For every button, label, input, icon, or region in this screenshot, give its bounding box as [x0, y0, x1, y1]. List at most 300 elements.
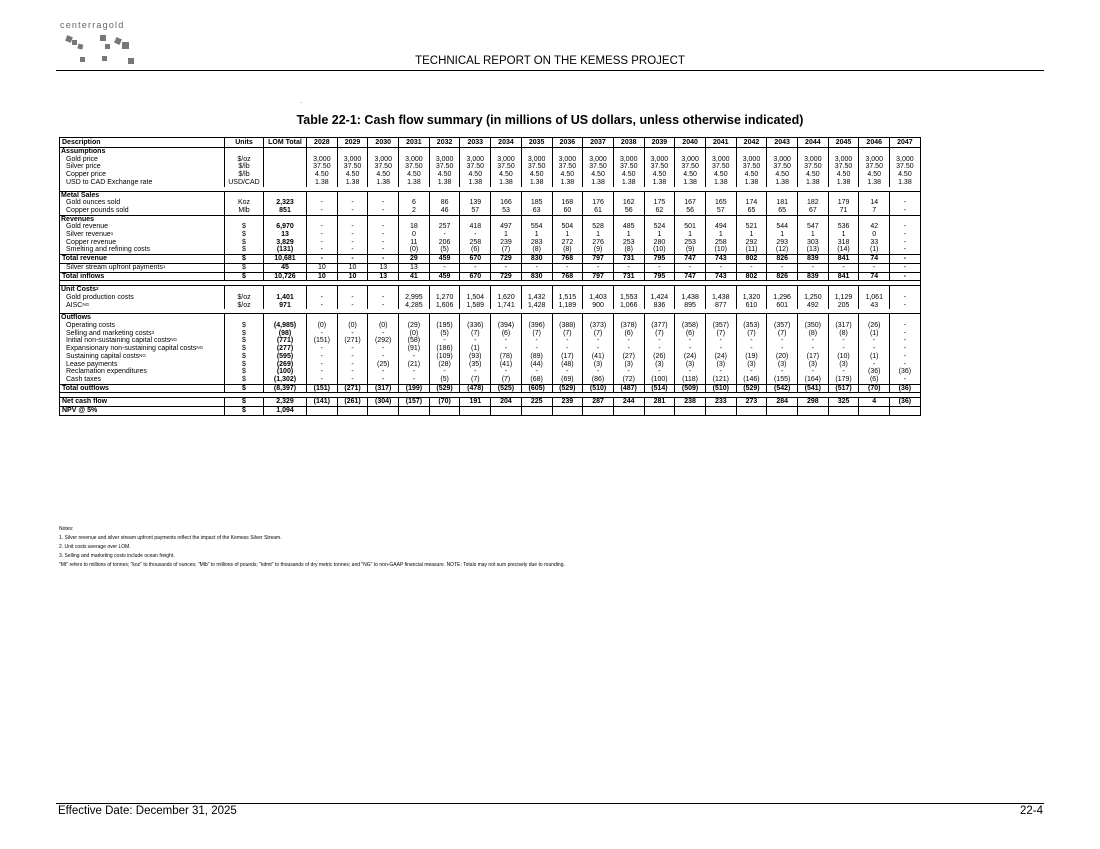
year-value-cell: 731 — [613, 255, 644, 264]
year-value-cell: (1) — [859, 330, 890, 338]
year-value-cell: (19) — [736, 353, 767, 361]
table-row — [60, 376, 921, 384]
year-value-cell: 670 — [460, 255, 491, 264]
row-units: USD/CAD — [225, 179, 264, 187]
year-value-cell: 3,000 — [613, 156, 644, 164]
section-header-row — [60, 148, 921, 156]
year-value-cell: - — [890, 223, 921, 231]
year-value-cell: (271) — [337, 384, 368, 393]
year-value-cell: (28) — [429, 361, 460, 369]
year-value-cell: (8) — [828, 330, 859, 338]
column-header: 2041 — [705, 138, 736, 148]
year-value-cell: - — [613, 345, 644, 353]
year-value-cell: - — [583, 345, 614, 353]
year-value-cell: 4.50 — [767, 171, 798, 179]
year-value-cell — [521, 407, 552, 416]
header-divider — [56, 70, 1044, 71]
lom-total-cell: 851 — [264, 207, 307, 215]
year-value-cell: 3,000 — [705, 156, 736, 164]
year-value-cell: (6) — [491, 330, 522, 338]
year-value-cell: (529) — [429, 384, 460, 393]
year-value-cell: 4.50 — [705, 171, 736, 179]
year-value-cell: 521 — [736, 223, 767, 231]
year-value-cell: 1,129 — [828, 294, 859, 302]
year-value-cell: - — [337, 353, 368, 361]
year-value-cell: - — [521, 368, 552, 376]
year-value-cell: - — [307, 223, 338, 231]
year-value-cell: - — [337, 368, 368, 376]
row-units: $ — [225, 239, 264, 247]
year-value-cell: 13 — [399, 263, 430, 272]
year-value-cell: 37.50 — [736, 163, 767, 171]
year-value-cell: 3,000 — [429, 156, 460, 164]
year-value-cell: 1,515 — [552, 294, 583, 302]
year-value-cell: - — [705, 263, 736, 272]
year-value-cell: - — [307, 199, 338, 207]
year-value-cell: 1,066 — [613, 302, 644, 310]
year-value-cell: - — [890, 294, 921, 302]
year-value-cell: 1.38 — [675, 179, 706, 187]
year-value-cell: 63 — [521, 207, 552, 215]
year-value-cell: (7) — [767, 330, 798, 338]
year-value-cell: - — [399, 376, 430, 384]
year-value-cell: 53 — [491, 207, 522, 215]
row-label: Smelting and refining costs — [60, 246, 225, 254]
year-value-cell — [798, 407, 829, 416]
year-value-cell: 37.50 — [583, 163, 614, 171]
year-value-cell: - — [890, 322, 921, 330]
year-value-cell: - — [736, 368, 767, 376]
year-value-cell: 1.38 — [521, 179, 552, 187]
column-header: 2033 — [460, 138, 491, 148]
year-value-cell: - — [337, 207, 368, 215]
year-value-cell: - — [368, 368, 399, 376]
year-value-cell: - — [767, 345, 798, 353]
row-label: Reclamation expenditures — [60, 368, 225, 376]
lom-total-cell: (98) — [264, 330, 307, 338]
year-value-cell: (44) — [521, 361, 552, 369]
year-value-cell: (510) — [705, 384, 736, 393]
column-header: 2044 — [798, 138, 829, 148]
year-value-cell: - — [307, 239, 338, 247]
column-header: Description — [60, 138, 225, 148]
total-row — [60, 407, 921, 416]
lom-total-cell: 6,970 — [264, 223, 307, 231]
year-value-cell: 1,061 — [859, 294, 890, 302]
year-value-cell: 4,285 — [399, 302, 430, 310]
year-value-cell: 670 — [460, 272, 491, 281]
year-value-cell: - — [368, 207, 399, 215]
year-value-cell: - — [337, 246, 368, 254]
year-value-cell: (100) — [644, 376, 675, 384]
year-value-cell — [675, 407, 706, 416]
year-value-cell: 37.50 — [613, 163, 644, 171]
lom-total-cell: (595) — [264, 353, 307, 361]
row-label: Revenues — [60, 215, 225, 223]
lom-total-cell: (131) — [264, 246, 307, 254]
lom-total-cell: 10,681 — [264, 255, 307, 264]
year-value-cell: 1,606 — [429, 302, 460, 310]
year-value-cell: - — [429, 231, 460, 239]
year-value-cell: (3) — [644, 361, 675, 369]
year-value-cell: (377) — [644, 322, 675, 330]
year-value-cell: - — [307, 330, 338, 338]
year-value-cell: (70) — [429, 398, 460, 407]
year-value-cell: 768 — [552, 255, 583, 264]
year-value-cell: 1.38 — [890, 179, 921, 187]
year-value-cell: 4.50 — [429, 171, 460, 179]
year-value-cell: 71 — [828, 207, 859, 215]
year-value-cell: (8) — [552, 246, 583, 254]
year-value-cell: 544 — [767, 223, 798, 231]
year-value-cell: (7) — [644, 330, 675, 338]
year-value-cell: - — [705, 345, 736, 353]
row-units: $ — [225, 376, 264, 384]
year-value-cell: 4.50 — [307, 171, 338, 179]
year-value-cell: 61 — [583, 207, 614, 215]
year-value-cell: (186) — [429, 345, 460, 353]
year-value-cell: - — [859, 361, 890, 369]
row-label: Assumptions — [60, 148, 225, 156]
total-row — [60, 384, 921, 393]
year-value-cell: 1 — [705, 231, 736, 239]
column-header: 2028 — [307, 138, 338, 148]
year-value-cell: (304) — [368, 398, 399, 407]
year-value-cell — [399, 407, 430, 416]
lom-total-cell: (277) — [264, 345, 307, 353]
year-value-cell: 1.38 — [368, 179, 399, 187]
year-value-cell: 1 — [583, 231, 614, 239]
year-value-cell: 37.50 — [491, 163, 522, 171]
year-value-cell: 3,000 — [368, 156, 399, 164]
column-header: 2030 — [368, 138, 399, 148]
year-value-cell: 182 — [798, 199, 829, 207]
year-value-cell: 501 — [675, 223, 706, 231]
year-value-cell: 826 — [767, 255, 798, 264]
year-value-cell: 204 — [491, 398, 522, 407]
year-value-cell: 4.50 — [675, 171, 706, 179]
year-value-cell: - — [368, 231, 399, 239]
year-value-cell: 418 — [460, 223, 491, 231]
year-value-cell: - — [460, 368, 491, 376]
year-value-cell: 3,000 — [583, 156, 614, 164]
year-value-cell: (605) — [521, 384, 552, 393]
year-value-cell: 37.50 — [798, 163, 829, 171]
year-value-cell: 6 — [399, 199, 430, 207]
table-row — [60, 345, 921, 353]
year-value-cell: 37.50 — [675, 163, 706, 171]
year-value-cell: 1 — [613, 231, 644, 239]
lom-total-cell: 1,401 — [264, 294, 307, 302]
year-value-cell: (3) — [828, 361, 859, 369]
year-value-cell: 284 — [767, 398, 798, 407]
year-value-cell: 895 — [675, 302, 706, 310]
year-value-cell: - — [337, 199, 368, 207]
row-units: $ — [225, 272, 264, 281]
year-value-cell: - — [368, 330, 399, 338]
lom-total-cell: 2,329 — [264, 398, 307, 407]
year-value-cell: (6) — [675, 330, 706, 338]
year-value-cell: (350) — [798, 322, 829, 330]
year-value-cell: - — [337, 223, 368, 231]
year-value-cell: 747 — [675, 255, 706, 264]
year-value-cell: - — [736, 337, 767, 345]
year-value-cell: 37.50 — [890, 163, 921, 171]
year-value-cell: - — [307, 353, 338, 361]
year-value-cell: 3,000 — [644, 156, 675, 164]
section-header-row — [60, 191, 921, 199]
year-value-cell: - — [491, 345, 522, 353]
year-value-cell: 4.50 — [552, 171, 583, 179]
lom-total-cell: (8,397) — [264, 384, 307, 393]
table-row — [60, 361, 921, 369]
row-units: $ — [225, 361, 264, 369]
year-value-cell: - — [859, 263, 890, 272]
column-header: 2036 — [552, 138, 583, 148]
year-value-cell: (10) — [828, 353, 859, 361]
column-header: 2045 — [828, 138, 859, 148]
year-value-cell: (26) — [859, 322, 890, 330]
column-header: 2040 — [675, 138, 706, 148]
year-value-cell: (3) — [705, 361, 736, 369]
year-value-cell: (509) — [675, 384, 706, 393]
year-value-cell: 747 — [675, 272, 706, 281]
year-value-cell: 281 — [644, 398, 675, 407]
year-value-cell: - — [307, 207, 338, 215]
year-value-cell: 258 — [460, 239, 491, 247]
year-value-cell: - — [890, 272, 921, 281]
table-row — [60, 156, 921, 164]
year-value-cell: 1.38 — [460, 179, 491, 187]
row-label: Cash taxes — [60, 376, 225, 384]
year-value-cell: 257 — [429, 223, 460, 231]
year-value-cell: 272 — [552, 239, 583, 247]
year-value-cell: - — [337, 345, 368, 353]
lom-total-cell — [264, 179, 307, 187]
year-value-cell: - — [368, 255, 399, 264]
row-label: Gold revenue — [60, 223, 225, 231]
year-value-cell: 253 — [675, 239, 706, 247]
row-label: Copper price — [60, 171, 225, 179]
year-value-cell — [583, 407, 614, 416]
year-value-cell: (7) — [705, 330, 736, 338]
row-units: $ — [225, 368, 264, 376]
year-value-cell: 293 — [767, 239, 798, 247]
column-header: 2039 — [644, 138, 675, 148]
year-value-cell: 239 — [491, 239, 522, 247]
year-value-cell — [736, 407, 767, 416]
row-units: $ — [225, 337, 264, 345]
year-value-cell: - — [859, 337, 890, 345]
year-value-cell: (199) — [399, 384, 430, 393]
year-value-cell: - — [613, 368, 644, 376]
row-units: $ — [225, 246, 264, 254]
year-value-cell: - — [552, 345, 583, 353]
year-value-cell: 29 — [399, 255, 430, 264]
year-value-cell: - — [705, 337, 736, 345]
year-value-cell: - — [890, 345, 921, 353]
year-value-cell: 13 — [368, 263, 399, 272]
year-value-cell: 4.50 — [859, 171, 890, 179]
row-units: $ — [225, 255, 264, 264]
year-value-cell: 4.50 — [890, 171, 921, 179]
year-value-cell: 1.38 — [491, 179, 522, 187]
lom-total-cell: 1,094 — [264, 407, 307, 416]
year-value-cell: (396) — [521, 322, 552, 330]
year-value-cell: - — [798, 263, 829, 272]
table-row — [60, 368, 921, 376]
year-value-cell: (317) — [828, 322, 859, 330]
year-value-cell: (353) — [736, 322, 767, 330]
year-value-cell: (151) — [307, 384, 338, 393]
year-value-cell: 900 — [583, 302, 614, 310]
year-value-cell: 1 — [552, 231, 583, 239]
year-value-cell: (10) — [705, 246, 736, 254]
year-value-cell: 494 — [705, 223, 736, 231]
year-value-cell: 3,000 — [890, 156, 921, 164]
year-value-cell: (155) — [767, 376, 798, 384]
year-value-cell: - — [399, 353, 430, 361]
year-value-cell: (36) — [890, 368, 921, 376]
year-value-cell: (7) — [736, 330, 767, 338]
year-value-cell: 165 — [705, 199, 736, 207]
row-units: $ — [225, 231, 264, 239]
year-value-cell: 11 — [399, 239, 430, 247]
year-value-cell: 2,995 — [399, 294, 430, 302]
year-value-cell: 4.50 — [399, 171, 430, 179]
year-value-cell: 62 — [644, 207, 675, 215]
table-notes — [59, 525, 565, 570]
row-units: $/lb — [225, 163, 264, 171]
year-value-cell: 1,270 — [429, 294, 460, 302]
column-header: 2031 — [399, 138, 430, 148]
effective-date: Effective Date: December 31, 2025 — [58, 805, 237, 817]
year-value-cell: - — [890, 246, 921, 254]
year-value-cell: 1.38 — [307, 179, 338, 187]
year-value-cell: (8) — [521, 246, 552, 254]
year-value-cell: - — [583, 368, 614, 376]
year-value-cell: - — [798, 368, 829, 376]
report-header-title: TECHNICAL REPORT ON THE KEMESS PROJECT — [415, 55, 685, 67]
year-value-cell — [828, 407, 859, 416]
year-value-cell: - — [583, 263, 614, 272]
year-value-cell: 1.38 — [798, 179, 829, 187]
year-value-cell: 3,000 — [460, 156, 491, 164]
row-units: $ — [225, 398, 264, 407]
year-value-cell: (8) — [798, 330, 829, 338]
year-value-cell: (529) — [552, 384, 583, 393]
year-value-cell: 65 — [736, 207, 767, 215]
year-value-cell: 1,320 — [736, 294, 767, 302]
year-value-cell: 10 — [337, 272, 368, 281]
year-value-cell: - — [368, 353, 399, 361]
year-value-cell: 554 — [521, 223, 552, 231]
year-value-cell: 4.50 — [368, 171, 399, 179]
year-value-cell: (3) — [736, 361, 767, 369]
year-value-cell: 4.50 — [798, 171, 829, 179]
year-value-cell: 139 — [460, 199, 491, 207]
year-value-cell: 181 — [767, 199, 798, 207]
note-line: 3. Selling and marketing costs include ocean freight. — [59, 553, 175, 559]
year-value-cell: (8) — [613, 246, 644, 254]
year-value-cell: (10) — [644, 246, 675, 254]
year-value-cell: (118) — [675, 376, 706, 384]
year-value-cell: 4.50 — [521, 171, 552, 179]
year-value-cell: 826 — [767, 272, 798, 281]
year-value-cell: (525) — [491, 384, 522, 393]
year-value-cell: 802 — [736, 272, 767, 281]
row-label: Gold production costs — [60, 294, 225, 302]
year-value-cell: (6) — [460, 246, 491, 254]
year-value-cell: - — [368, 345, 399, 353]
year-value-cell: - — [368, 376, 399, 384]
year-value-cell: 1.38 — [613, 179, 644, 187]
table-title: Table 22-1: Cash flow summary (in millions of US dollars, unless otherwise indicated) — [296, 113, 804, 127]
row-label: Sustaining capital costs$^{NG}$ — [60, 353, 225, 361]
row-label: Selling and marketing costs$^3$ — [60, 330, 225, 338]
row-label: Silver revenue$^1$ — [60, 231, 225, 239]
year-value-cell: 743 — [705, 272, 736, 281]
year-value-cell: (271) — [337, 337, 368, 345]
year-value-cell: (179) — [828, 376, 859, 384]
year-value-cell: 10 — [307, 272, 338, 281]
year-value-cell: 56 — [613, 207, 644, 215]
year-value-cell: 1,424 — [644, 294, 675, 302]
year-value-cell: - — [828, 368, 859, 376]
year-value-cell: 1,589 — [460, 302, 491, 310]
row-units: $ — [225, 345, 264, 353]
row-label: Initial non-sustaining capital costs$^{NG}$ — [60, 337, 225, 345]
lom-total-cell: 2,323 — [264, 199, 307, 207]
year-value-cell: 743 — [705, 255, 736, 264]
year-value-cell: 1.38 — [828, 179, 859, 187]
year-value-cell: 797 — [583, 272, 614, 281]
year-value-cell: 276 — [583, 239, 614, 247]
year-value-cell: - — [583, 337, 614, 345]
year-value-cell: 1,620 — [491, 294, 522, 302]
year-value-cell: (357) — [767, 322, 798, 330]
year-value-cell: 3,000 — [337, 156, 368, 164]
year-value-cell: - — [798, 345, 829, 353]
row-label: NPV @ 5% — [60, 407, 225, 416]
year-value-cell: 731 — [613, 272, 644, 281]
year-value-cell: 86 — [429, 199, 460, 207]
year-value-cell: 2 — [399, 207, 430, 215]
column-header: 2032 — [429, 138, 460, 148]
year-value-cell: - — [307, 255, 338, 264]
year-value-cell: 303 — [798, 239, 829, 247]
year-value-cell: 4.50 — [644, 171, 675, 179]
year-value-cell: - — [890, 263, 921, 272]
year-value-cell: 67 — [798, 207, 829, 215]
year-value-cell: 1,250 — [798, 294, 829, 302]
year-value-cell: 167 — [675, 199, 706, 207]
lom-total-cell — [264, 163, 307, 171]
year-value-cell: (3) — [798, 361, 829, 369]
year-value-cell: (151) — [307, 337, 338, 345]
year-value-cell: 1.38 — [644, 179, 675, 187]
row-label: Metal Sales — [60, 191, 225, 199]
year-value-cell: 1 — [798, 231, 829, 239]
year-value-cell: (3) — [675, 361, 706, 369]
year-value-cell: - — [307, 376, 338, 384]
year-value-cell: - — [368, 302, 399, 310]
year-value-cell: (25) — [368, 361, 399, 369]
row-label: Net cash flow — [60, 398, 225, 407]
year-value-cell: 3,000 — [828, 156, 859, 164]
year-value-cell: 37.50 — [828, 163, 859, 171]
year-value-cell: 3,000 — [552, 156, 583, 164]
